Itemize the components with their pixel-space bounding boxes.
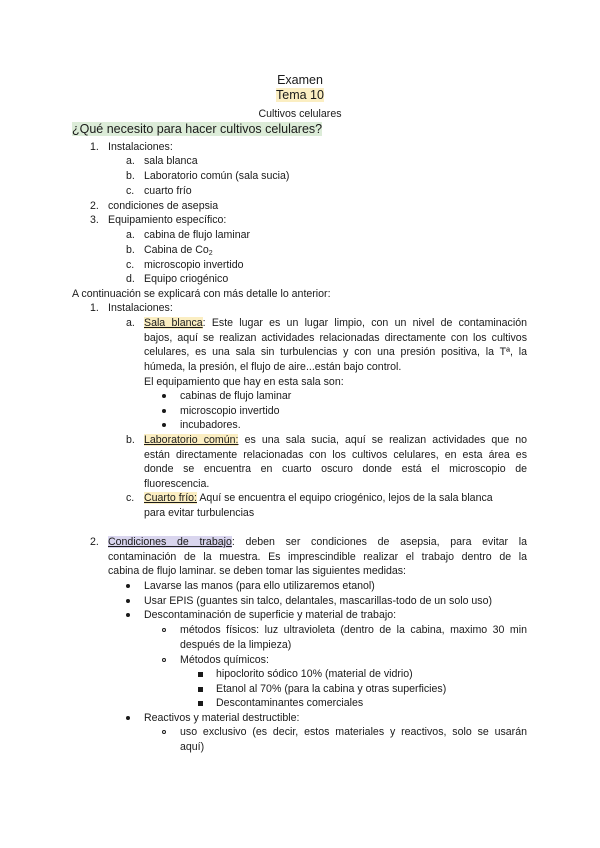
sala-blanca-line-2: bajos, aquí se realizan actividades relacionadas directamente con los cultivos	[144, 332, 527, 344]
list1-sub-laboratorio: Laboratorio común (sala sucia)	[144, 170, 290, 182]
lab-comun-line-3: donde se encuentra en cuarto oscuro donde está el microscopio de	[144, 463, 527, 475]
conditions-item-epis: Usar EPIS (guantes sin talco, delantales, mascarillas-todo de un solo uso)	[144, 595, 493, 607]
list1-sub-sala-blanca: sala blanca	[144, 155, 198, 167]
lab-comun-label: Laboratorio común:	[144, 434, 239, 446]
conditions-line-3: cabina de flujo laminar. se deben tomar las siguientes medidas:	[108, 565, 406, 577]
lab-comun-line-1: Laboratorio común: es una sala sucia, aquí se realizan actividades que no	[144, 434, 527, 446]
tema-heading	[0, 88, 600, 103]
fisicos-line-2: después de la limpieza)	[180, 639, 292, 651]
quimicos-bullet	[162, 653, 166, 668]
cuarto-frio-label: Cuarto frío:	[144, 492, 197, 504]
quimicos-square-2	[198, 682, 203, 697]
sala-blanca-line-1: Sala blanca: Este lugar es un lugar limpio, con un nivel de contaminación	[144, 317, 527, 329]
list1-sub-marker-b: b.	[126, 170, 135, 182]
conditions-item-lavarse: Lavarse las manos (para ello utilizaremos etanol)	[144, 580, 375, 592]
list1-equip-cabina-co2: Cabina de $Co_2$	[144, 244, 213, 257]
sala-blanca-item-2: microscopio invertido	[180, 405, 280, 417]
reactivos-line-1: uso exclusivo (es decir, estos materiales y reactivos, solo se usarán	[180, 726, 527, 738]
quimicos-label: Métodos químicos:	[180, 654, 269, 666]
detail-item-instalaciones: Instalaciones:	[108, 302, 173, 314]
sala-blanca-bullet-3	[162, 418, 166, 433]
list1-equip-criogenico: Equipo criogénico	[144, 273, 229, 285]
cuarto-frio-line-1: Cuarto frío: Aquí se encuentra el equipo criogénico, lejos de la sala blanca	[144, 492, 493, 504]
intro-paragraph: A continuación se explicará con más detalle lo anterior:	[72, 288, 331, 300]
conditions-bullet-2	[126, 594, 130, 609]
list1-marker-3: 3.	[90, 214, 99, 226]
fisicos-line-1: métodos físicos: luz ultravioleta (dentro de la cabina, maximo 30 min	[180, 624, 527, 636]
conditions-bullet-1	[126, 579, 130, 594]
list1-sub-marker-c: c.	[126, 185, 135, 197]
quimicos-square-3	[198, 696, 203, 711]
conditions-label: Condiciones de trabajo	[108, 536, 232, 548]
quimicos-hipoclorito: hipoclorito sódico 10% (material de vidrio)	[216, 668, 413, 680]
list1-equip-marker-d: d.	[126, 273, 135, 285]
quimicos-comerciales: Descontaminantes comerciales	[216, 697, 364, 709]
cuarto-frio-line-2: para evitar turbulencias	[144, 507, 255, 519]
question-highlight: ¿Qué necesito para hacer cultivos celulares?	[72, 122, 323, 136]
list1-marker-2: 2.	[90, 200, 99, 212]
list1-sub-cuarto-frio: cuarto frío	[144, 185, 192, 197]
list1-sub-marker-a: a.	[126, 155, 135, 167]
lab-comun-line-2: están directamente relacionadas con los cultivos celulares, en esta área es	[144, 449, 527, 461]
detail-marker-1: 1.	[90, 302, 99, 314]
cuarto-frio-marker: c.	[126, 492, 135, 504]
conditions-bullet-4	[126, 711, 130, 726]
sala-blanca-bullet-1	[162, 389, 166, 404]
conditions-marker: 2.	[90, 536, 99, 548]
lab-comun-marker: b.	[126, 434, 135, 446]
list1-marker-1: 1.	[90, 141, 99, 153]
lab-comun-line-4: fluorescencia.	[144, 478, 210, 490]
sala-blanca-line-5: El equipamiento que hay en esta sala son:	[144, 376, 344, 388]
tema-highlight: Tema 10	[276, 88, 324, 102]
list1-item-equipamiento: Equipamiento específico:	[108, 214, 227, 226]
reactivos-bullet	[162, 725, 166, 740]
sala-blanca-item-1: cabinas de flujo laminar	[180, 390, 292, 402]
reactivos-line-2: aquí)	[180, 741, 205, 753]
sala-blanca-line-3: celulares, es una sala sin turbulencias y con una presión positiva, la Tª, la	[144, 346, 527, 358]
sala-blanca-label: Sala blanca	[144, 317, 203, 329]
sala-blanca-marker: a.	[126, 317, 135, 329]
list1-equip-marker-a: a.	[126, 229, 135, 241]
list1-equip-cabina: cabina de flujo laminar	[144, 229, 250, 241]
conditions-line-2: contaminación de la muestra. Es imprescindible realizar el trabajo dentro de la	[108, 551, 527, 563]
sala-blanca-item-3: incubadores.	[180, 419, 241, 431]
question-heading	[72, 122, 322, 137]
quimicos-square-1	[198, 667, 203, 682]
conditions-item-descontaminacion: Descontaminación de superficie y material de trabajo:	[144, 609, 397, 621]
list1-item-asepsia: condiciones de asepsia	[108, 200, 219, 212]
list1-equip-microscopio: microscopio invertido	[144, 259, 244, 271]
conditions-item-reactivos: Reactivos y material destructible:	[144, 712, 300, 724]
doc-title: Examen	[277, 73, 323, 87]
list1-item-instalaciones: Instalaciones:	[108, 141, 173, 153]
list1-equip-marker-b: b.	[126, 244, 135, 256]
conditions-bullet-3	[126, 608, 130, 623]
conditions-line-1: Condiciones de trabajo: deben ser condiciones de asepsia, para evitar la	[108, 536, 527, 548]
fisicos-bullet	[162, 623, 166, 638]
quimicos-etanol: Etanol al 70% (para la cabina y otras superficies)	[216, 683, 447, 695]
sala-blanca-bullet-2	[162, 404, 166, 419]
sala-blanca-line-4: húmeda, la presión, el flujo de aire...están bajo control.	[144, 361, 402, 373]
doc-subtitle: Cultivos celulares	[258, 108, 342, 120]
list1-equip-marker-c: c.	[126, 259, 135, 271]
